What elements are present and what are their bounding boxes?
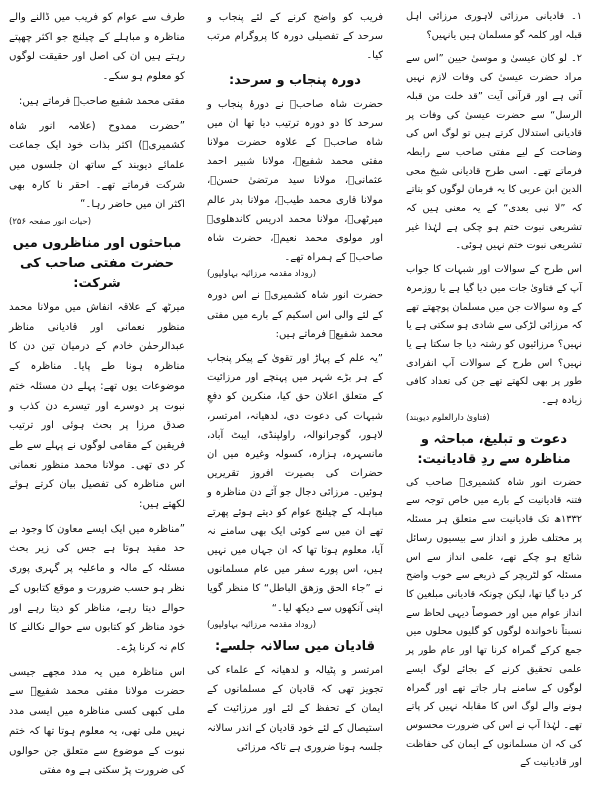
paragraph: ”مناظرہ میں ایک ایسے معاون کا وجود بے حد مفید ہوتا ہے جس کی زیر بحث مسئلہ کے مالہ و ماعلیہ پر گہری پوری نظر ہو حسب ضرورت و موقع کتابوں کے حوالے دیتا رہے، مناظر کو دیتا رہے اور خود مناظر کو کتابوں سے حوالے نکالنے کا کام نہ کرنا پڑے۔ xyxy=(9,523,185,653)
paragraph: اس طرح کے سوالات اور شبہات کا جواب آپ کے فتاویٰ جات میں دیا گیا ہے یا روزمرہ کے وہ سوالات جن میں مسلمان پوچھتے تھے کہ مرزائی لڑکی سے شادی ہو سکتی ہے یا نہیں؟ مرزائیوں کو رشتہ دیا جا سکتا ہے یا نہیں؟ اس طرح کے سوالات آپ انفرادی طور پر بھی لکھتے تھے جن کی تعداد کافی زیادہ ہے۔ xyxy=(406,264,582,407)
paragraph: میرٹھ کے علاقہ انفاش میں مولانا محمد منظور نعمانی اور قادیانی مناظر عبدالرحمٰن خادم کے درمیان تین دن کا مناظرہ ہونا طے پایا۔ مناظرہ کے موضوعات یوں تھے: پہلے دن مسئلہ ختم نبوت پر دوسرے اور تیسرے دن کذب و صدق مرزا پر بحث ہوئی اور ترتیب فریقین کے مقامی لوگوں نے پہلے سے طے کر دی تھی۔ مولانا محمد منظور نعمانی اس مناظرہ کی تفصیل بیان کرتے ہوئے لکھتے ہیں: xyxy=(9,302,185,511)
paragraph: حضرت انور شاہ کشمیریؒ نے اس دورہ کے لئے والی اس اسکیم کے بارے میں مفتی محمد شفیعؒ فرماتے ہیں: xyxy=(207,290,383,340)
paragraph: امرتسر و پٹیالہ و لدھیانہ کے علماء کی تجویز تھی کہ قادیان کے مسلمانوں کے ایمان کے تحفظ کے لئے اور مرزائیت کے استیصال کے لئے خود قادیان کے اندر سالانہ جلسہ ہونا ضروری ہے تاکہ مرزائی xyxy=(207,664,383,753)
citation: (روداد مقدمہ مرزائیہ بہاولپور) xyxy=(207,619,317,630)
paragraph: ۱۔ قادیانی مرزائی لاہوری مرزائی اہل قبلہ اور کلمہ گو مسلمان ہیں یانہیں؟ xyxy=(406,11,582,41)
section-heading: دعوت و تبلیغ، مباحثہ و مناظرہ سے ردِ قادیانیت: xyxy=(417,431,571,467)
paragraph: اس مناظرہ میں یہ مدد مجھے جیسی حضرت مولانا مفتی محمد شفیعؒ سے ملی کبھی کسی مناظرہ میں ایسی مدد نہیں ملی تھی، یہ معلوم ہوتا تھا کہ ختم نبوت کے موضوع سے متعلق جن حوالوں کی ضرورت پڑ سکتی ہے وہ مفتی xyxy=(9,666,185,777)
citation: (روداد مقدمہ مرزائیہ بہاولپور) xyxy=(207,269,317,280)
citation: (فتاویٰ دارالعلوم دیوبند) xyxy=(406,412,490,423)
section-heading: قادیان میں سالانہ جلسے: xyxy=(214,638,376,654)
text-column-right xyxy=(406,8,582,778)
citation: (حیات انور صفحہ ۲۵۶) xyxy=(9,217,92,228)
section-heading: مباحثوں اور مناظروں میں حضرت مفتی صاحب کی شرکت: xyxy=(12,236,182,292)
paragraph: ”یہ علم کے پہاڑ اور تقویٰ کے پیکر پنجاب کے ہر بڑے شہر میں پہنچے اور مرزائیت کے متعلق اعلان حق کیا، منکرین کو دفعِ شبہات کی دعوت دی، لدھیانہ، امرتسر، لاہور، گوجرانوالہ، راولپنڈی، ایبٹ آباد، مانسہرہ، ہزارہ، کسولہ وغیرہ میں ان حضرات کی بصیرت افروز تقریریں ہوئیں۔ مرزائی دجال جو آئے دن مناظرہ و مباہلہ کے چیلنج عوام کو دیتے ہوئے پھرتے تھے ان میں سے کوئی ایک بھی سامنے نہ آیا، معلوم ہوتا تھا کہ ان جہاں میں نہیں ہیں، اس پورے سفر میں عام مسلمانوں نے ”جاء الحق وزھق الباطل“ کا منظر گویا اپنی آنکھوں سے دیکھ لیا۔“ xyxy=(207,353,383,614)
paragraph: حضرت انور شاہ کشمیریؒ صاحب کی فتنہ قادیانیت کے بارے میں خاص توجہ سے ۱۳۳۲ھ تک قادیانیت سے متعلق ہر مسئلہ پر مختلف طرز و انداز سے بیسیوں رسائل شائع ہو چکے تھے، علمی انداز سے اس مسئلہ کو لٹریچر کے ذریعے سے خوب واضح کر دیا گیا تھا، لیکن چونکہ قادیانی مبلغین کا انداز عوام میں اور خصوصاً دیہی لحاظ سے نسبتاً ناخواندہ لوگوں کو گلیوں محلوں میں جمع کرکے گمراہ کرنا تھا اور عام طور پر علمی تحقیق کرنے کے بجائے لوگ ایسے لوگوں کے سامنے ہار جاتے تھے اور گمراہ ہونے والے لوگ اس کا مقابلہ نہیں کر پاتے تھے۔ لہٰذا آپ نے اس کی ضرورت محسوس کی کہ ان مسلمانوں کے ایمان کی حفاظت اور قادیانیت کے xyxy=(406,476,582,769)
paragraph: مفتی محمد شفیع صاحبؒ فرماتے ہیں: xyxy=(18,95,185,107)
paragraph: فریب کو واضح کرنے کے لئے پنجاب و سرحد کے تفصیلی دورہ کا پروگرام مرتب کیا۔ xyxy=(207,12,383,62)
text-column-left xyxy=(9,8,185,786)
paragraph: ۲۔ لو کان عیسیٰ و موسیٰ حیین ”اس سے مراد حضرت عیسیٰ کی وفات لازم نہیں آتی ہے اور قرآنی آیت ”قد خلت من قبلہ الرسل“ سے حضرت عیسیٰ کی وفات پر قادیانی استدلال کرتے ہیں تو لوگ اس کی وضاحت کے لیے مفتی صاحب سے رابطہ فرماتے تھے۔ اسی طرح قادیانی شیخ محی الدین ابن عربی کا یہ فرمان لوگوں کو بتاتے کہ ”لا نبی بعدی“ کے یہ معنی ہیں کہ تشریعی نبوت ختم ہو چکی ہے لہٰذا غیر تشریعی نبوت ختم نہیں ہوئی۔ xyxy=(406,53,582,252)
paragraph: حضرت شاہ صاحبؒ نے دورۂ پنجاب و سرحد کا دو دورہ ترتیب دیا تھا ان میں شاہ صاحبؒ کے علاوہ حضرت مولانا مفتی محمد شفیعؒ، مولانا شبیر احمد عثمانیؒ، مولانا سید مرتضیٰ حسنؒ، مولانا قاری محمد طیبؒ، مولانا بدر عالم میرٹھیؒ، مولانا محمد ادریس کاندھلویؒ اور مولوی محمد نعیمؒ، حضرت شاہ صاحبؒ کے ہمراہ تھے۔ xyxy=(207,98,383,264)
section-heading: دورہ پنجاب و سرحد: xyxy=(229,72,361,88)
text-column-middle xyxy=(207,8,383,762)
paragraph: طرف سے عوام کو فریب میں ڈالنے والے مناظرہ و مباہلے کے چیلنج جو اکثر چھپتے رہتے ہیں ان کی اصل اور حقیقت لوگوں کو معلوم ہو سکے۔ xyxy=(9,12,185,83)
paragraph: ”حضرت ممدوح (علامہ انور شاہ کشمیریؒ) اکثر بذات خود ایک جماعت علمائے دیوبند کے ساتھ ان جلسوں میں شرکت فرماتے تھے۔ احقر نا کارہ بھی اکثر ان میں حاضر رہا۔“ xyxy=(9,120,185,211)
